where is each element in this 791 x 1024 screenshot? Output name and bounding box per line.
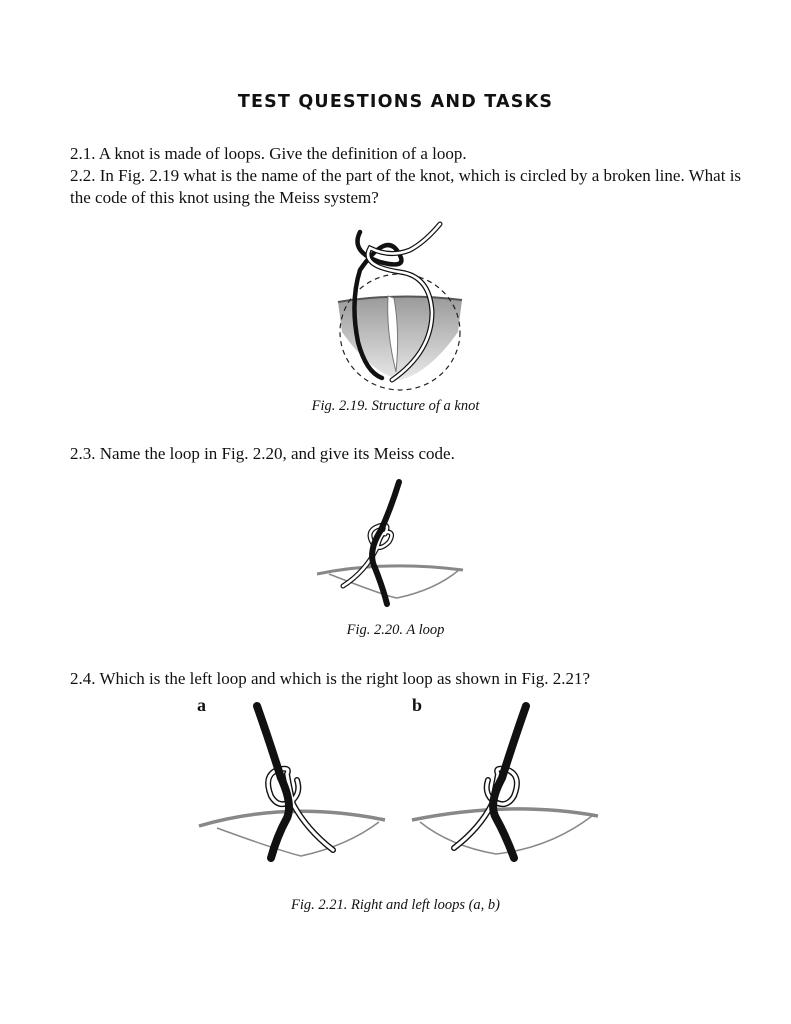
figure-2-19-knot-structure bbox=[330, 222, 470, 392]
panel-label-a: a bbox=[197, 695, 206, 715]
figure-2-19-caption: Fig. 2.19. Structure of a knot bbox=[311, 398, 480, 414]
question-2-3: 2.3. Name the loop in Fig. 2.20, and give its Meiss code. bbox=[70, 444, 455, 463]
question-2-2: 2.2. In Fig. 2.19 what is the name of the part of the knot, which is circled by a broken line. What is the code of this knot using the Meiss system? bbox=[70, 166, 742, 207]
figure-2-21-caption: Fig. 2.21. Right and left loops (a, b) bbox=[290, 897, 501, 913]
figure-2-21a-loop bbox=[197, 700, 387, 865]
question-2-1: 2.1. A knot is made of loops. Give the definition of a loop. bbox=[70, 144, 467, 163]
page-title: TEST QUESTIONS AND TASKS bbox=[237, 92, 554, 112]
question-2-4: 2.4. Which is the left loop and which is the right loop as shown in Fig. 2.21? bbox=[70, 669, 591, 688]
figure-2-20-caption: Fig. 2.20. A loop bbox=[346, 622, 445, 638]
panel-label-b: b bbox=[412, 695, 423, 715]
figure-2-20-loop bbox=[315, 478, 465, 608]
figure-2-21b-loop bbox=[410, 700, 600, 865]
